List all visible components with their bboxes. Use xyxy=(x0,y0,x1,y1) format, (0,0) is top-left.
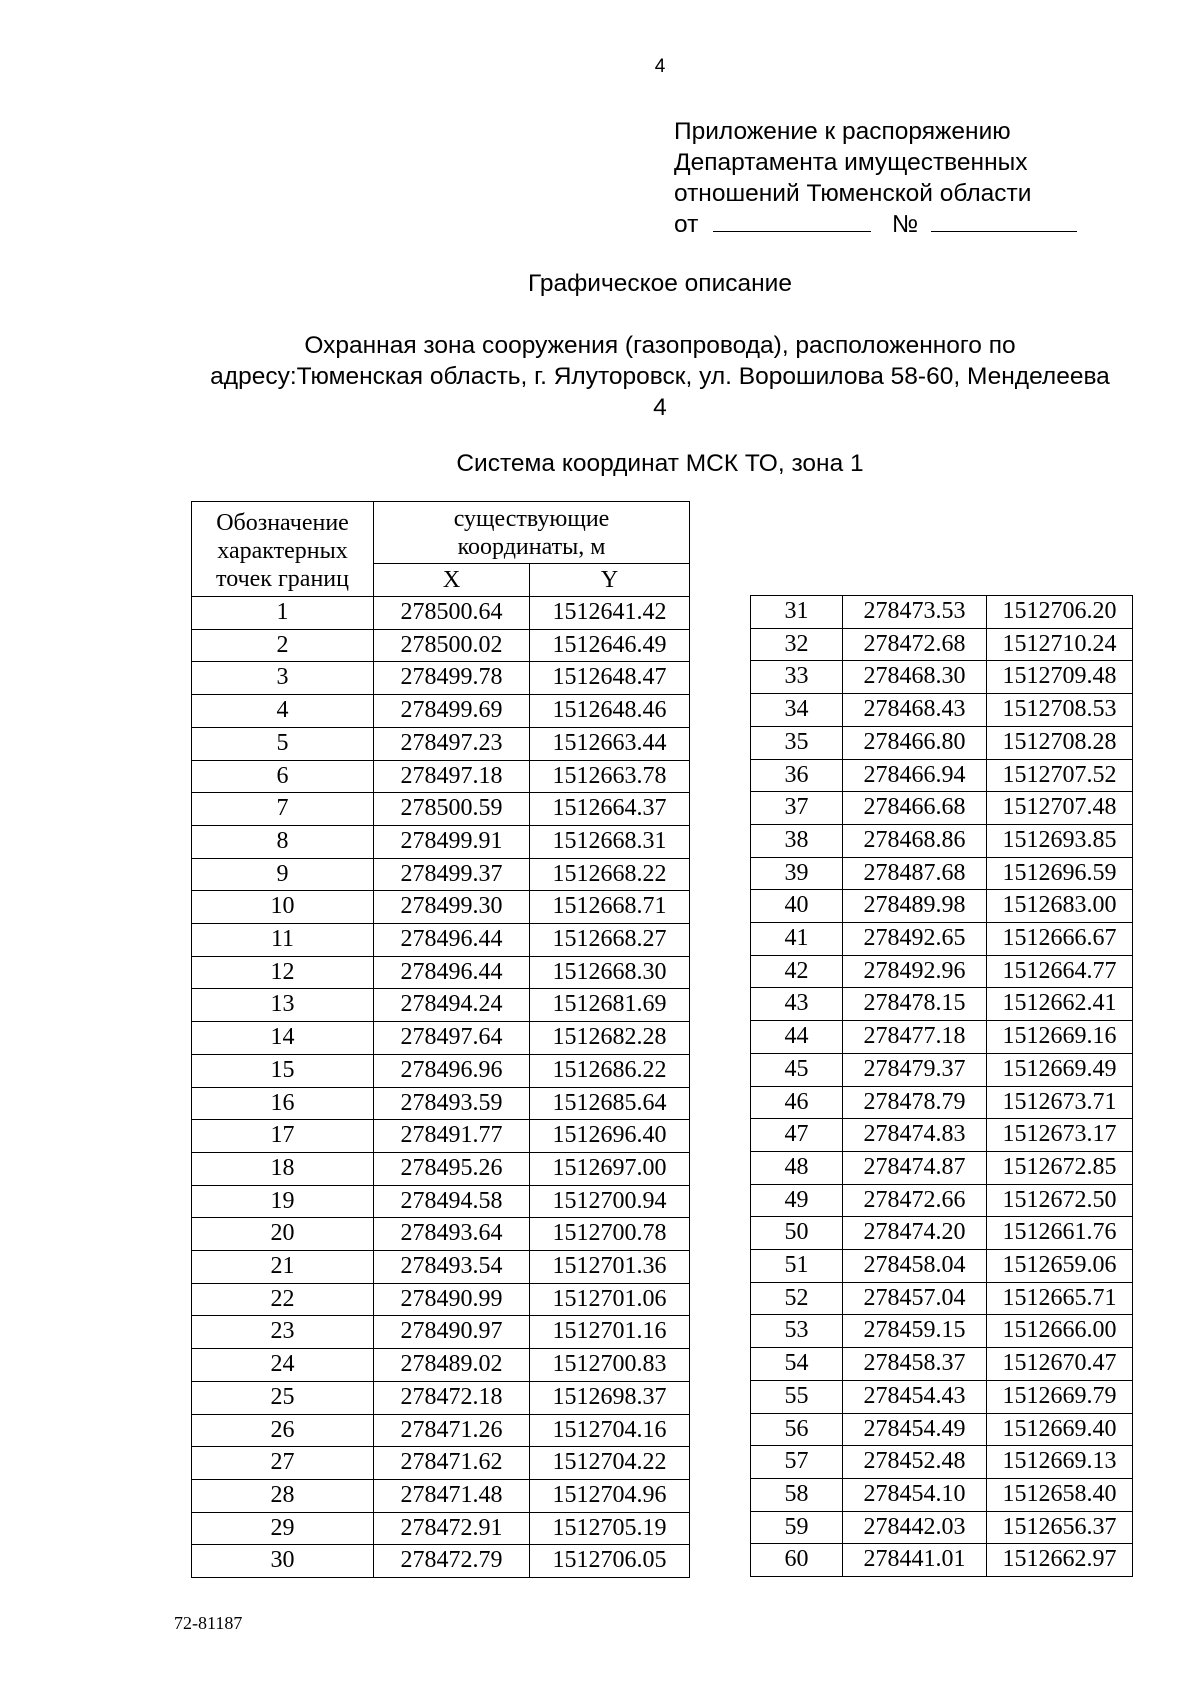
point-number-cell: 7 xyxy=(192,793,374,826)
point-number-cell: 54 xyxy=(751,1348,843,1381)
point-number-cell: 32 xyxy=(751,628,843,661)
table-row xyxy=(751,1217,1133,1250)
header-x: X xyxy=(374,564,530,597)
point-number-cell: 57 xyxy=(751,1446,843,1479)
table-row xyxy=(751,890,1133,923)
header-y: Y xyxy=(530,564,690,597)
table-row xyxy=(192,1022,690,1055)
point-number-cell: 13 xyxy=(192,989,374,1022)
point-number-cell: 25 xyxy=(192,1381,374,1414)
header-points-line-3: точек границ xyxy=(216,566,349,592)
x-coordinate-cell: 278471.48 xyxy=(374,1479,530,1512)
table-right-body xyxy=(751,596,1133,1577)
table-row xyxy=(192,924,690,957)
point-number-cell: 34 xyxy=(751,694,843,727)
date-blank-line xyxy=(713,209,871,232)
point-number-cell: 19 xyxy=(192,1185,374,1218)
table-row xyxy=(192,825,690,858)
point-number-cell: 52 xyxy=(751,1282,843,1315)
table-row xyxy=(751,1086,1133,1119)
x-coordinate-cell: 278441.01 xyxy=(843,1544,987,1577)
point-number-cell: 37 xyxy=(751,792,843,825)
x-coordinate-cell: 278473.53 xyxy=(843,596,987,629)
x-coordinate-cell: 278472.68 xyxy=(843,628,987,661)
point-number-cell: 22 xyxy=(192,1283,374,1316)
table-row xyxy=(192,1185,690,1218)
table-row xyxy=(751,988,1133,1021)
point-number-cell: 15 xyxy=(192,1054,374,1087)
table-row xyxy=(192,1512,690,1545)
coordinates-table-left xyxy=(191,501,690,1578)
document-title: Графическое описание xyxy=(528,270,792,297)
x-coordinate-cell: 278472.79 xyxy=(374,1545,530,1578)
y-coordinate-cell: 1512659.06 xyxy=(987,1250,1133,1283)
point-number-cell: 5 xyxy=(192,727,374,760)
x-coordinate-cell: 278496.96 xyxy=(374,1054,530,1087)
table-row xyxy=(192,760,690,793)
x-coordinate-cell: 278487.68 xyxy=(843,857,987,890)
table-row xyxy=(751,955,1133,988)
y-coordinate-cell: 1512670.47 xyxy=(987,1348,1133,1381)
x-coordinate-cell: 278493.64 xyxy=(374,1218,530,1251)
point-number-cell: 50 xyxy=(751,1217,843,1250)
x-coordinate-cell: 278478.15 xyxy=(843,988,987,1021)
y-coordinate-cell: 1512701.36 xyxy=(530,1251,690,1284)
point-number-cell: 38 xyxy=(751,824,843,857)
table-row xyxy=(751,726,1133,759)
point-number-cell: 21 xyxy=(192,1251,374,1284)
table-row xyxy=(751,923,1133,956)
x-coordinate-cell: 278496.44 xyxy=(374,956,530,989)
number-label: № xyxy=(891,211,919,238)
table-row xyxy=(192,1283,690,1316)
x-coordinate-cell: 278494.58 xyxy=(374,1185,530,1218)
x-coordinate-cell: 278468.43 xyxy=(843,694,987,727)
point-number-cell: 26 xyxy=(192,1414,374,1447)
page-number: 4 xyxy=(654,56,666,77)
y-coordinate-cell: 1512673.17 xyxy=(987,1119,1133,1152)
y-coordinate-cell: 1512685.64 xyxy=(530,1087,690,1120)
table-row xyxy=(751,694,1133,727)
y-coordinate-cell: 1512664.37 xyxy=(530,793,690,826)
point-number-cell: 24 xyxy=(192,1349,374,1382)
x-coordinate-cell: 278458.37 xyxy=(843,1348,987,1381)
y-coordinate-cell: 1512706.20 xyxy=(987,596,1133,629)
y-coordinate-cell: 1512707.52 xyxy=(987,759,1133,792)
table-row xyxy=(192,793,690,826)
table-row xyxy=(751,1250,1133,1283)
point-number-cell: 48 xyxy=(751,1151,843,1184)
x-coordinate-cell: 278489.02 xyxy=(374,1349,530,1382)
x-coordinate-cell: 278458.04 xyxy=(843,1250,987,1283)
point-number-cell: 55 xyxy=(751,1380,843,1413)
table-row xyxy=(192,1316,690,1349)
table-row xyxy=(192,1381,690,1414)
x-coordinate-cell: 278500.59 xyxy=(374,793,530,826)
point-number-cell: 45 xyxy=(751,1053,843,1086)
point-number-cell: 11 xyxy=(192,924,374,957)
table-row xyxy=(751,628,1133,661)
point-number-cell: 35 xyxy=(751,726,843,759)
y-coordinate-cell: 1512696.40 xyxy=(530,1120,690,1153)
table-row xyxy=(751,1511,1133,1544)
point-number-cell: 31 xyxy=(751,596,843,629)
appendix-date-number-line xyxy=(674,209,1077,240)
table-row xyxy=(751,1348,1133,1381)
table-row xyxy=(192,1087,690,1120)
zone-line-2: адресу:Тюменская область, г. Ялуторовск, ул. Ворошилова 58-60, Менделеева xyxy=(210,363,1110,390)
y-coordinate-cell: 1512669.40 xyxy=(987,1413,1133,1446)
appendix-line-3: отношений Тюменской области xyxy=(674,180,1032,207)
point-number-cell: 1 xyxy=(192,597,374,630)
x-coordinate-cell: 278497.23 xyxy=(374,727,530,760)
x-coordinate-cell: 278479.37 xyxy=(843,1053,987,1086)
table-row xyxy=(192,695,690,728)
table-row xyxy=(751,759,1133,792)
x-coordinate-cell: 278499.69 xyxy=(374,695,530,728)
y-coordinate-cell: 1512681.69 xyxy=(530,989,690,1022)
y-coordinate-cell: 1512672.85 xyxy=(987,1151,1133,1184)
y-coordinate-cell: 1512697.00 xyxy=(530,1152,690,1185)
x-coordinate-cell: 278466.80 xyxy=(843,726,987,759)
header-coordinates-line-2: координаты, м xyxy=(457,533,606,560)
header-points-line-2: характерных xyxy=(217,538,348,564)
zone-line-3: 4 xyxy=(653,394,667,421)
table-row xyxy=(751,1478,1133,1511)
point-number-cell: 20 xyxy=(192,1218,374,1251)
table-row xyxy=(192,1152,690,1185)
point-number-cell: 30 xyxy=(192,1545,374,1578)
y-coordinate-cell: 1512669.79 xyxy=(987,1380,1133,1413)
y-coordinate-cell: 1512700.94 xyxy=(530,1185,690,1218)
point-number-cell: 36 xyxy=(751,759,843,792)
y-coordinate-cell: 1512682.28 xyxy=(530,1022,690,1055)
point-number-cell: 16 xyxy=(192,1087,374,1120)
x-coordinate-cell: 278492.96 xyxy=(843,955,987,988)
y-coordinate-cell: 1512661.76 xyxy=(987,1217,1133,1250)
x-coordinate-cell: 278454.49 xyxy=(843,1413,987,1446)
y-coordinate-cell: 1512662.97 xyxy=(987,1544,1133,1577)
from-label: от xyxy=(674,211,699,238)
x-coordinate-cell: 278472.91 xyxy=(374,1512,530,1545)
appendix-block xyxy=(674,116,1077,240)
x-coordinate-cell: 278492.65 xyxy=(843,923,987,956)
x-coordinate-cell: 278472.66 xyxy=(843,1184,987,1217)
footer-code: 72-81187 xyxy=(174,1613,243,1633)
table-row xyxy=(751,1413,1133,1446)
y-coordinate-cell: 1512648.47 xyxy=(530,662,690,695)
table-row xyxy=(192,989,690,1022)
header-points-line-1: Обозначение xyxy=(216,510,349,536)
table-row xyxy=(751,792,1133,825)
point-number-cell: 8 xyxy=(192,825,374,858)
zone-description xyxy=(0,330,1200,423)
y-coordinate-cell: 1512673.71 xyxy=(987,1086,1133,1119)
table-row xyxy=(192,597,690,630)
table-row xyxy=(192,1447,690,1480)
x-coordinate-cell: 278491.77 xyxy=(374,1120,530,1153)
point-number-cell: 14 xyxy=(192,1022,374,1055)
table-row xyxy=(192,1054,690,1087)
x-coordinate-cell: 278500.02 xyxy=(374,629,530,662)
table-row xyxy=(192,1218,690,1251)
coordinate-system-title: Система координат МСК ТО, зона 1 xyxy=(456,450,864,477)
y-coordinate-cell: 1512704.16 xyxy=(530,1414,690,1447)
y-coordinate-cell: 1512641.42 xyxy=(530,597,690,630)
header-coordinates-line-1: существующие xyxy=(453,505,610,532)
point-number-cell: 56 xyxy=(751,1413,843,1446)
x-coordinate-cell: 278499.78 xyxy=(374,662,530,695)
point-number-cell: 40 xyxy=(751,890,843,923)
x-coordinate-cell: 278493.54 xyxy=(374,1251,530,1284)
y-coordinate-cell: 1512669.49 xyxy=(987,1053,1133,1086)
table-row xyxy=(751,1151,1133,1184)
y-coordinate-cell: 1512668.27 xyxy=(530,924,690,957)
table-row xyxy=(192,1414,690,1447)
table-row xyxy=(192,1479,690,1512)
x-coordinate-cell: 278500.64 xyxy=(374,597,530,630)
y-coordinate-cell: 1512700.83 xyxy=(530,1349,690,1382)
y-coordinate-cell: 1512665.71 xyxy=(987,1282,1133,1315)
point-number-cell: 29 xyxy=(192,1512,374,1545)
number-blank-line xyxy=(931,209,1077,232)
point-number-cell: 12 xyxy=(192,956,374,989)
appendix-line-2: Департамента имущественных xyxy=(674,149,1028,176)
appendix-line-1: Приложение к распоряжению xyxy=(674,118,1011,145)
point-number-cell: 18 xyxy=(192,1152,374,1185)
table-row xyxy=(751,1446,1133,1479)
y-coordinate-cell: 1512701.06 xyxy=(530,1283,690,1316)
y-coordinate-cell: 1512666.67 xyxy=(987,923,1133,956)
table-row xyxy=(192,1349,690,1382)
y-coordinate-cell: 1512709.48 xyxy=(987,661,1133,694)
y-coordinate-cell: 1512710.24 xyxy=(987,628,1133,661)
y-coordinate-cell: 1512669.13 xyxy=(987,1446,1133,1479)
table-row xyxy=(192,891,690,924)
table-row xyxy=(751,857,1133,890)
zone-line-1: Охранная зона сооружения (газопровода), расположенного по xyxy=(304,332,1016,359)
x-coordinate-cell: 278454.10 xyxy=(843,1478,987,1511)
y-coordinate-cell: 1512668.71 xyxy=(530,891,690,924)
y-coordinate-cell: 1512698.37 xyxy=(530,1381,690,1414)
point-number-cell: 47 xyxy=(751,1119,843,1152)
y-coordinate-cell: 1512648.46 xyxy=(530,695,690,728)
y-coordinate-cell: 1512666.00 xyxy=(987,1315,1133,1348)
table-row xyxy=(751,1282,1133,1315)
x-coordinate-cell: 278490.97 xyxy=(374,1316,530,1349)
y-coordinate-cell: 1512683.00 xyxy=(987,890,1133,923)
point-number-cell: 33 xyxy=(751,661,843,694)
point-number-cell: 10 xyxy=(192,891,374,924)
table-row xyxy=(751,824,1133,857)
x-coordinate-cell: 278468.30 xyxy=(843,661,987,694)
point-number-cell: 6 xyxy=(192,760,374,793)
y-coordinate-cell: 1512707.48 xyxy=(987,792,1133,825)
y-coordinate-cell: 1512696.59 xyxy=(987,857,1133,890)
x-coordinate-cell: 278496.44 xyxy=(374,924,530,957)
x-coordinate-cell: 278477.18 xyxy=(843,1021,987,1054)
table-row xyxy=(192,1251,690,1284)
x-coordinate-cell: 278489.98 xyxy=(843,890,987,923)
table-row xyxy=(751,1053,1133,1086)
x-coordinate-cell: 278442.03 xyxy=(843,1511,987,1544)
header-points xyxy=(192,502,374,597)
x-coordinate-cell: 278474.87 xyxy=(843,1151,987,1184)
y-coordinate-cell: 1512663.44 xyxy=(530,727,690,760)
table-row xyxy=(192,662,690,695)
point-number-cell: 46 xyxy=(751,1086,843,1119)
point-number-cell: 44 xyxy=(751,1021,843,1054)
y-coordinate-cell: 1512693.85 xyxy=(987,824,1133,857)
x-coordinate-cell: 278466.94 xyxy=(843,759,987,792)
x-coordinate-cell: 278459.15 xyxy=(843,1315,987,1348)
table-row xyxy=(751,1021,1133,1054)
point-number-cell: 17 xyxy=(192,1120,374,1153)
x-coordinate-cell: 278499.37 xyxy=(374,858,530,891)
y-coordinate-cell: 1512704.96 xyxy=(530,1479,690,1512)
table-row xyxy=(751,1315,1133,1348)
table-row xyxy=(192,858,690,891)
x-coordinate-cell: 278499.30 xyxy=(374,891,530,924)
y-coordinate-cell: 1512672.50 xyxy=(987,1184,1133,1217)
point-number-cell: 41 xyxy=(751,923,843,956)
y-coordinate-cell: 1512663.78 xyxy=(530,760,690,793)
coordinates-table-right xyxy=(750,595,1133,1577)
point-number-cell: 51 xyxy=(751,1250,843,1283)
point-number-cell: 3 xyxy=(192,662,374,695)
y-coordinate-cell: 1512686.22 xyxy=(530,1054,690,1087)
table-row xyxy=(751,596,1133,629)
point-number-cell: 53 xyxy=(751,1315,843,1348)
point-number-cell: 23 xyxy=(192,1316,374,1349)
y-coordinate-cell: 1512668.22 xyxy=(530,858,690,891)
table-row xyxy=(751,1119,1133,1152)
x-coordinate-cell: 278493.59 xyxy=(374,1087,530,1120)
x-coordinate-cell: 278497.18 xyxy=(374,760,530,793)
y-coordinate-cell: 1512668.30 xyxy=(530,956,690,989)
point-number-cell: 9 xyxy=(192,858,374,891)
table-row xyxy=(751,1380,1133,1413)
x-coordinate-cell: 278471.26 xyxy=(374,1414,530,1447)
y-coordinate-cell: 1512658.40 xyxy=(987,1478,1133,1511)
y-coordinate-cell: 1512705.19 xyxy=(530,1512,690,1545)
x-coordinate-cell: 278499.91 xyxy=(374,825,530,858)
x-coordinate-cell: 278457.04 xyxy=(843,1282,987,1315)
table-row xyxy=(192,1120,690,1153)
y-coordinate-cell: 1512646.49 xyxy=(530,629,690,662)
y-coordinate-cell: 1512664.77 xyxy=(987,955,1133,988)
point-number-cell: 39 xyxy=(751,857,843,890)
point-number-cell: 27 xyxy=(192,1447,374,1480)
point-number-cell: 42 xyxy=(751,955,843,988)
y-coordinate-cell: 1512656.37 xyxy=(987,1511,1133,1544)
point-number-cell: 59 xyxy=(751,1511,843,1544)
point-number-cell: 28 xyxy=(192,1479,374,1512)
point-number-cell: 43 xyxy=(751,988,843,1021)
table-row xyxy=(751,1184,1133,1217)
point-number-cell: 2 xyxy=(192,629,374,662)
point-number-cell: 49 xyxy=(751,1184,843,1217)
y-coordinate-cell: 1512708.53 xyxy=(987,694,1133,727)
point-number-cell: 4 xyxy=(192,695,374,728)
y-coordinate-cell: 1512668.31 xyxy=(530,825,690,858)
x-coordinate-cell: 278474.20 xyxy=(843,1217,987,1250)
x-coordinate-cell: 278452.48 xyxy=(843,1446,987,1479)
y-coordinate-cell: 1512708.28 xyxy=(987,726,1133,759)
x-coordinate-cell: 278468.86 xyxy=(843,824,987,857)
y-coordinate-cell: 1512701.16 xyxy=(530,1316,690,1349)
y-coordinate-cell: 1512706.05 xyxy=(530,1545,690,1578)
y-coordinate-cell: 1512662.41 xyxy=(987,988,1133,1021)
table-row xyxy=(751,661,1133,694)
table-row xyxy=(192,629,690,662)
table-row xyxy=(192,1545,690,1578)
x-coordinate-cell: 278466.68 xyxy=(843,792,987,825)
table-row xyxy=(192,727,690,760)
y-coordinate-cell: 1512669.16 xyxy=(987,1021,1133,1054)
point-number-cell: 60 xyxy=(751,1544,843,1577)
x-coordinate-cell: 278474.83 xyxy=(843,1119,987,1152)
point-number-cell: 58 xyxy=(751,1478,843,1511)
x-coordinate-cell: 278494.24 xyxy=(374,989,530,1022)
y-coordinate-cell: 1512704.22 xyxy=(530,1447,690,1480)
x-coordinate-cell: 278497.64 xyxy=(374,1022,530,1055)
x-coordinate-cell: 278495.26 xyxy=(374,1152,530,1185)
table-row xyxy=(751,1544,1133,1577)
x-coordinate-cell: 278454.43 xyxy=(843,1380,987,1413)
table-row xyxy=(192,956,690,989)
x-coordinate-cell: 278478.79 xyxy=(843,1086,987,1119)
y-coordinate-cell: 1512700.78 xyxy=(530,1218,690,1251)
x-coordinate-cell: 278490.99 xyxy=(374,1283,530,1316)
x-coordinate-cell: 278471.62 xyxy=(374,1447,530,1480)
header-coordinates xyxy=(374,502,690,564)
x-coordinate-cell: 278472.18 xyxy=(374,1381,530,1414)
table-left-body xyxy=(192,597,690,1578)
